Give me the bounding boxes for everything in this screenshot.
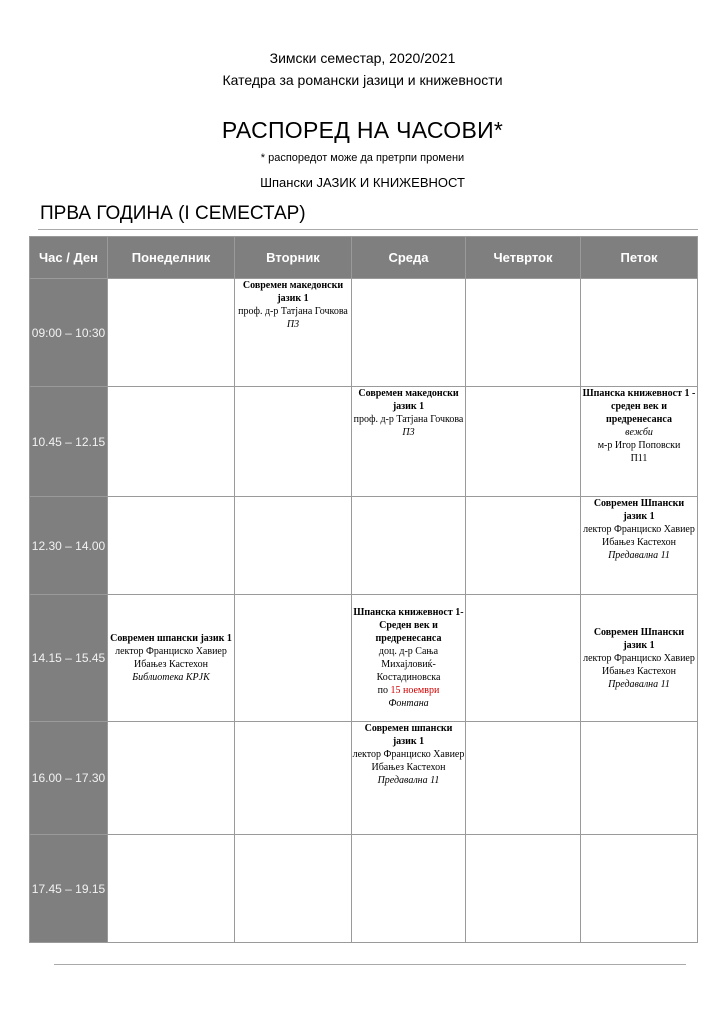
page-title: РАСПОРЕД НА ЧАСОВИ* (221, 117, 504, 143)
room-name: Предавална 11 (608, 550, 670, 561)
room-name: Предавална 11 (377, 775, 440, 786)
cell-empty (581, 722, 698, 835)
cell-empty (466, 595, 581, 722)
room-name: Библиотека КРЈК (132, 672, 210, 683)
room-name: Предавална 11 (608, 678, 670, 690)
teacher-name: доц. д-р Сања Михајловиќ-Костадиновска (376, 646, 441, 683)
cell-empty (108, 387, 235, 497)
cell-empty (235, 722, 352, 835)
cell-empty (581, 835, 698, 943)
col-header-monday: Понеделник (108, 237, 235, 279)
disclaimer-note: * распоредот може да претрпи промени (260, 152, 465, 164)
room-name: П3 (286, 319, 300, 330)
col-header-friday: Петок (581, 237, 698, 279)
semester-line: Зимски семестар, 2020/2021 (269, 50, 456, 66)
study-subject: Шпански ЈАЗИК И КНИЖЕВНОСТ (260, 175, 465, 190)
teacher-name: м-р Игор Поповски (597, 440, 681, 451)
heading-divider (38, 229, 698, 230)
course-name: Современ македонски јазик 1 (242, 280, 344, 304)
col-header-tuesday: Вторник (235, 237, 352, 279)
cell-empty (352, 497, 466, 595)
cell-empty (108, 279, 235, 387)
course-name: Современ Шпански јазик 1 (593, 498, 685, 522)
year-heading: ПРВА ГОДИНА (I СЕМЕСТАР) (40, 203, 306, 224)
cell-empty (235, 387, 352, 497)
cell-empty (581, 279, 698, 387)
cell-empty (352, 835, 466, 943)
course-name: Шпанска книжевност 1- Среден век и предренесанса (353, 607, 464, 644)
department-line: Катедра за романски јазици и книжевности (222, 72, 503, 88)
cell-empty (108, 497, 235, 595)
teacher-name: проф. д-р Татјана Гочкова (353, 414, 464, 425)
row-1600 (30, 722, 698, 835)
time-slot: 16.00 – 17.30 (30, 722, 108, 835)
class-entry (581, 387, 698, 497)
row-1415 (30, 595, 698, 722)
teacher-name: лектор Франциско Хавиер Ибањез Кастехон (583, 652, 695, 677)
course-name: Современ шпански јазик 1 (364, 723, 453, 747)
schedule-table (29, 236, 698, 943)
class-entry (352, 387, 466, 497)
time-slot: 17.45 – 19.15 (30, 835, 108, 943)
time-slot: 09:00 – 10:30 (30, 279, 108, 387)
course-name: Современ Шпански јазик 1 (593, 626, 685, 651)
course-name: Шпанска книжевност 1 - среден век и предренесанса (582, 388, 696, 425)
cell-empty (466, 497, 581, 595)
course-name: Современ македонски јазик 1 (358, 388, 459, 412)
time-slot: 14.15 – 15.45 (30, 595, 108, 722)
class-entry (235, 279, 352, 387)
date-note-highlight: 15 ноември (390, 685, 440, 696)
date-note-prefix: по (377, 685, 391, 696)
cell-empty (466, 279, 581, 387)
row-0900 (30, 279, 698, 387)
teacher-name: лектор Франциско Хавиер Ибањез Кастехон (583, 524, 695, 548)
room-name: П11 (630, 453, 648, 464)
cell-empty (235, 595, 352, 722)
class-entry (352, 595, 466, 722)
row-1230 (30, 497, 698, 595)
teacher-name: лектор Франциско Хавиер Ибањез Кастехон (352, 749, 465, 773)
class-entry (581, 595, 698, 722)
room-name: Фонтана (388, 698, 429, 709)
class-entry (352, 722, 466, 835)
cell-empty (466, 387, 581, 497)
class-entry (108, 595, 235, 722)
cell-empty (235, 835, 352, 943)
row-1045 (30, 387, 698, 497)
teacher-name: лектор Франциско Хавиер Ибањез Кастехон (115, 646, 227, 670)
teacher-name: проф. д-р Татјана Гочкова (238, 306, 348, 317)
col-header-thursday: Четврток (466, 237, 581, 279)
time-slot: 12.30 – 14.00 (30, 497, 108, 595)
cell-empty (108, 722, 235, 835)
cell-empty (235, 497, 352, 595)
col-header-time-day: Час / Ден (30, 237, 108, 279)
class-type: вежби (625, 427, 653, 438)
row-1745 (30, 835, 698, 943)
col-header-wednesday: Среда (352, 237, 466, 279)
time-slot: 10.45 – 12.15 (30, 387, 108, 497)
cell-empty (466, 722, 581, 835)
header-row (30, 237, 698, 279)
date-note (352, 684, 465, 697)
course-name: Современ шпански јазик 1 (110, 633, 232, 644)
class-entry (581, 497, 698, 595)
room-name: П3 (402, 427, 415, 438)
footer-divider (54, 964, 686, 965)
cell-empty (352, 279, 466, 387)
cell-empty (466, 835, 581, 943)
cell-empty (108, 835, 235, 943)
